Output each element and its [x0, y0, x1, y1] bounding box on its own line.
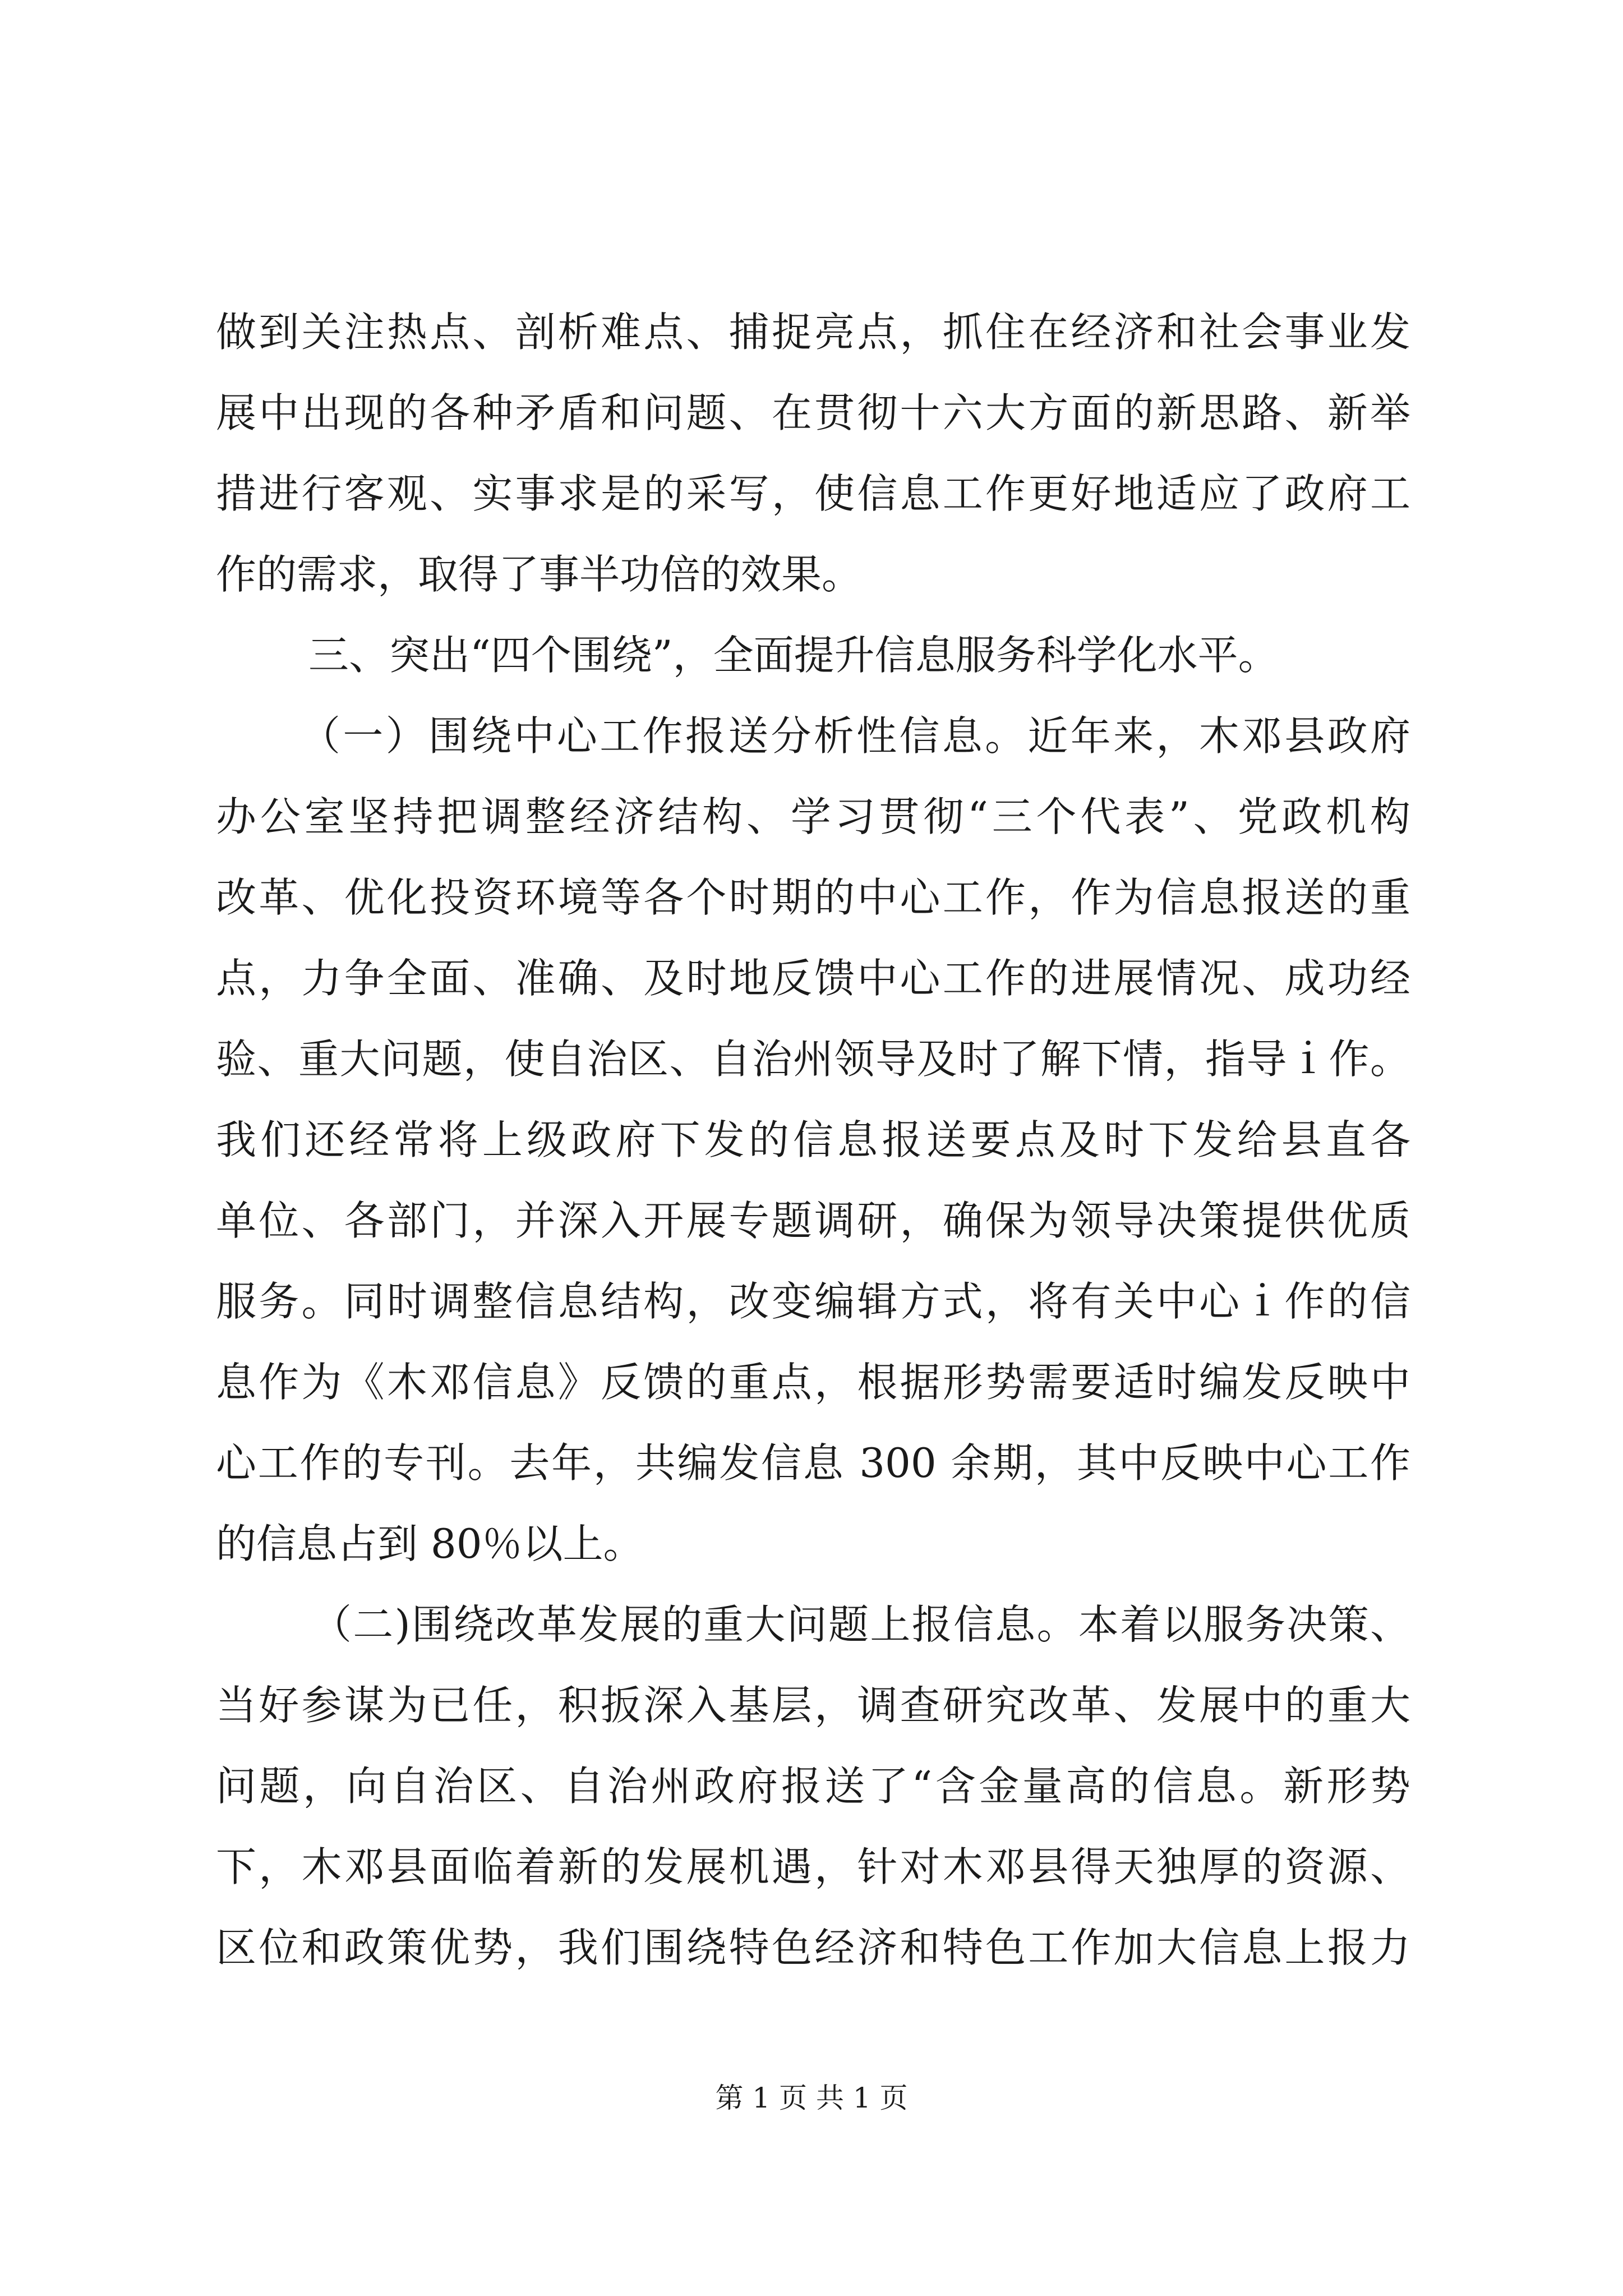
paragraph-line: 做到关注热点、剖析难点、捕捉亮点，抓住在经济和社会事业发	[216, 309, 1410, 356]
paragraph-line: 当好参谋为已任，积扳深入基层，调查研究改革、发展中的重大	[216, 1682, 1410, 1729]
section-heading: 三、突出“四个围绕”，全面提升信息服务科学化水平。	[308, 632, 1279, 679]
paragraph-line: 息作为《木邓信息》反馈的重点，根据形势需要适时编发反映中	[216, 1359, 1410, 1406]
page-footer: 第 1 页 共 1 页	[715, 2082, 908, 2114]
paragraph-line: 作的需求，取得了事半功倍的效果。	[216, 551, 863, 598]
paragraph-line: 问题，向自治区、自治州政府报送了“含金量高的信息。新形势	[216, 1763, 1410, 1810]
paragraph-line: （二)围绕改革发展的重大问题上报信息。本着以服务决策、	[311, 1601, 1410, 1648]
paragraph-line: 措进行客观、实事求是的采写，使信息工作更好地适应了政府工	[216, 470, 1410, 517]
paragraph-line: 心工作的专刊。去年，共编发信息 300 余期，其中反映中心工作	[216, 1439, 1410, 1487]
paragraph-line: 办公室坚持把调整经济结构、学习贯彻“三个代表”、党政机构	[216, 793, 1410, 840]
paragraph-line: 我们还经常将上级政府下发的信息报送要点及时下发给县直各	[216, 1116, 1410, 1163]
paragraph-line: 验、重大问题，使自治区、自治州领导及时了解下情，指导ｉ作。	[216, 1036, 1410, 1083]
document-body	[216, 292, 1410, 1988]
paragraph-line: 下，木邓县面临着新的发展机遇，针对木邓县得天独厚的资源、	[216, 1843, 1410, 1890]
paragraph-line: 单位、各部门，并深入开展专题调研，确保为领导决策提供优质	[216, 1197, 1410, 1244]
paragraph-line: 点，力争全面、准确、及时地反馈中心工作的进展情况、成功经	[216, 955, 1410, 1002]
paragraph-line: 服务。同时调整信息结构，改变编辑方式，将有关中心ｉ作的信	[216, 1278, 1410, 1325]
paragraph-line: 区位和政策优势，我们围绕特色经济和特色工作加大信息上报力	[216, 1924, 1410, 1971]
paragraph-line: 展中出现的各种矛盾和问题、在贯彻十六大方面的新思路、新举	[216, 389, 1410, 436]
paragraph-line: 改革、优化投资环境等各个时期的中心工作，作为信息报送的重	[216, 874, 1410, 921]
paragraph-line: 的信息占到 80％以上。	[216, 1520, 644, 1567]
paragraph-line: （一）围绕中心工作报送分析性信息。近年来，木邓县政府	[300, 712, 1410, 760]
